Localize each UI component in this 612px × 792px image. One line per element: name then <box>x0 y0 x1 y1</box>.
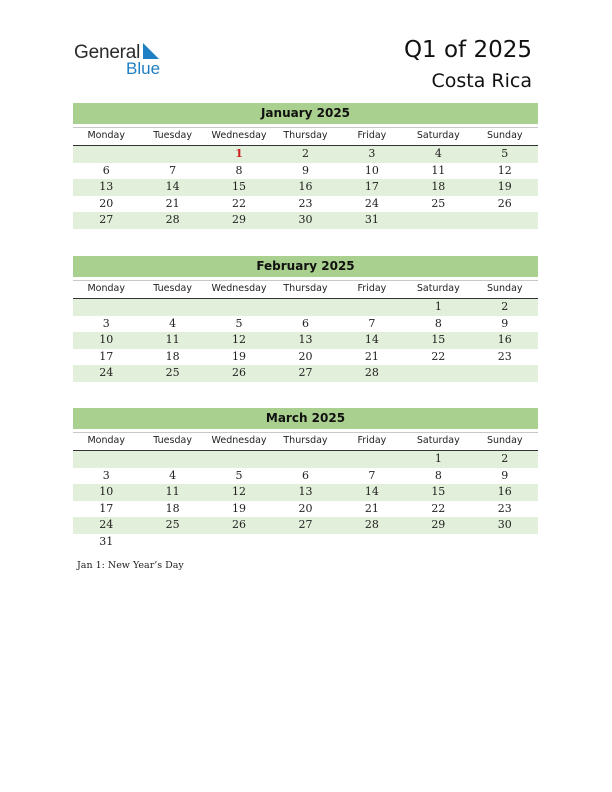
weekday-header-row <box>73 432 538 451</box>
day-cell: 27 <box>298 366 313 379</box>
weekday-label: Wednesday <box>211 435 267 446</box>
day-cell: 27 <box>99 213 114 226</box>
day-cell: 26 <box>497 196 512 210</box>
day-cell: 30 <box>497 518 512 531</box>
day-cell: 22 <box>232 196 247 210</box>
day-cell: 13 <box>298 485 313 498</box>
day-cell: 22 <box>431 349 446 363</box>
day-cell: 6 <box>301 468 309 482</box>
day-cell: 28 <box>165 213 180 226</box>
day-cell: 26 <box>232 366 247 379</box>
month-block <box>73 103 538 229</box>
day-cell: 29 <box>232 213 247 226</box>
weekday-label: Tuesday <box>153 435 192 446</box>
week-row <box>73 501 538 518</box>
empty-day-cell <box>472 212 538 229</box>
day-cell: 12 <box>497 163 512 177</box>
day-cell: 24 <box>364 196 379 210</box>
weekday-header-row <box>73 280 538 299</box>
day-cell: 18 <box>165 501 180 515</box>
empty-day-cell <box>339 299 405 316</box>
day-cell: 11 <box>165 485 180 498</box>
week-row <box>73 163 538 180</box>
week-row <box>73 299 538 316</box>
empty-day-cell <box>339 451 405 468</box>
day-cell: 5 <box>235 468 243 482</box>
day-cell: 20 <box>298 501 313 515</box>
day-cell: 3 <box>102 316 110 330</box>
weekday-label: Sunday <box>486 130 523 141</box>
empty-day-cell <box>139 146 205 163</box>
day-cell: 7 <box>169 163 177 177</box>
day-cell: 9 <box>501 316 509 330</box>
empty-day-cell <box>272 299 338 316</box>
day-cell: 29 <box>431 518 446 531</box>
day-cell: 15 <box>431 333 446 346</box>
empty-day-cell <box>206 299 272 316</box>
week-row <box>73 468 538 485</box>
day-cell: 26 <box>232 518 247 531</box>
day-cell: 18 <box>431 180 446 193</box>
day-cell: 23 <box>497 501 512 515</box>
day-cell: 14 <box>364 485 379 498</box>
day-cell: 1 <box>434 300 442 313</box>
day-cell: 24 <box>99 518 114 531</box>
day-cell: 25 <box>165 518 180 531</box>
day-cell: 9 <box>501 468 509 482</box>
day-cell: 10 <box>99 333 114 346</box>
day-cell: 2 <box>501 452 509 465</box>
logo <box>74 42 174 78</box>
day-cell: 10 <box>364 163 379 177</box>
day-cell: 2 <box>501 300 509 313</box>
day-cell: 23 <box>497 349 512 363</box>
day-cell: 15 <box>232 180 247 193</box>
week-row <box>73 534 538 551</box>
empty-day-cell <box>472 534 538 551</box>
weekday-label: Sunday <box>486 283 523 294</box>
weekday-label: Monday <box>87 130 125 141</box>
empty-day-cell <box>139 451 205 468</box>
weekday-label: Saturday <box>416 130 460 141</box>
day-cell: 12 <box>232 333 247 346</box>
day-cell: 2 <box>301 147 309 160</box>
day-cell: 7 <box>368 316 376 330</box>
logo-text-blue: Blue <box>126 59 161 78</box>
day-cell: 7 <box>368 468 376 482</box>
day-cell: 25 <box>165 366 180 379</box>
day-cell: 18 <box>165 349 180 363</box>
day-cell: 23 <box>298 196 313 210</box>
weekday-label: Saturday <box>416 435 460 446</box>
day-cell: 14 <box>165 180 180 193</box>
week-row <box>73 349 538 366</box>
weekday-label: Wednesday <box>211 283 267 294</box>
day-cell: 4 <box>169 316 177 330</box>
day-cell: 13 <box>99 180 114 193</box>
day-cell: 17 <box>99 501 114 515</box>
day-cell: 24 <box>99 366 114 379</box>
week-row <box>73 196 538 213</box>
day-cell: 5 <box>235 316 243 330</box>
day-cell: 17 <box>364 180 379 193</box>
day-cell: 11 <box>431 163 446 177</box>
day-cell: 28 <box>364 518 379 531</box>
week-row <box>73 365 538 382</box>
empty-day-cell <box>139 534 205 551</box>
weekday-label: Tuesday <box>153 283 192 294</box>
month-block <box>73 408 538 550</box>
day-cell: 1 <box>434 452 442 465</box>
month-title: March 2025 <box>73 408 538 429</box>
day-cell: 1 <box>235 147 243 160</box>
day-cell: 19 <box>232 501 247 515</box>
logo-text-general: General <box>74 42 141 63</box>
day-cell: 20 <box>99 196 114 210</box>
week-row <box>73 484 538 501</box>
day-cell: 27 <box>298 518 313 531</box>
day-cell: 5 <box>501 147 509 160</box>
weekday-header-row <box>73 127 538 146</box>
day-cell: 13 <box>298 333 313 346</box>
weekday-label: Thursday <box>283 283 328 294</box>
weekday-label: Thursday <box>283 130 328 141</box>
weekday-label: Monday <box>87 435 125 446</box>
empty-day-cell <box>472 365 538 382</box>
empty-day-cell <box>339 534 405 551</box>
weekday-label: Friday <box>357 435 387 446</box>
day-cell: 17 <box>99 349 114 363</box>
day-cell: 22 <box>431 501 446 515</box>
week-row <box>73 146 538 163</box>
day-cell: 21 <box>364 349 379 363</box>
empty-day-cell <box>73 299 139 316</box>
day-cell: 21 <box>364 501 379 515</box>
empty-day-cell <box>73 451 139 468</box>
month-block <box>73 256 538 382</box>
weekday-label: Wednesday <box>211 130 267 141</box>
weekday-label: Monday <box>87 283 125 294</box>
day-cell: 20 <box>298 349 313 363</box>
weekday-label: Friday <box>357 130 387 141</box>
week-row <box>73 179 538 196</box>
day-cell: 4 <box>434 147 442 160</box>
day-cell: 15 <box>431 485 446 498</box>
month-title: January 2025 <box>73 103 538 124</box>
empty-day-cell <box>272 534 338 551</box>
day-cell: 30 <box>298 213 313 226</box>
day-cell: 25 <box>431 196 446 210</box>
day-cell: 19 <box>232 349 247 363</box>
weekday-label: Sunday <box>486 435 523 446</box>
day-cell: 10 <box>99 485 114 498</box>
day-cell: 8 <box>434 316 442 330</box>
empty-day-cell <box>73 146 139 163</box>
week-row <box>73 316 538 333</box>
day-cell: 6 <box>301 316 309 330</box>
day-cell: 19 <box>497 180 512 193</box>
day-cell: 11 <box>165 333 180 346</box>
country-name: Costa Rica <box>431 70 532 92</box>
day-cell: 12 <box>232 485 247 498</box>
weekday-label: Tuesday <box>153 130 192 141</box>
day-cell: 14 <box>364 333 379 346</box>
day-cell: 28 <box>364 366 379 379</box>
week-row <box>73 332 538 349</box>
day-cell: 4 <box>169 468 177 482</box>
weekday-label: Thursday <box>283 435 328 446</box>
day-cell: 3 <box>102 468 110 482</box>
day-cell: 9 <box>301 163 309 177</box>
week-row <box>73 451 538 468</box>
empty-day-cell <box>272 451 338 468</box>
empty-day-cell <box>405 212 471 229</box>
empty-day-cell <box>405 534 471 551</box>
empty-day-cell <box>139 299 205 316</box>
empty-day-cell <box>206 451 272 468</box>
day-cell: 16 <box>497 485 512 498</box>
holiday-note: Jan 1: New Year’s Day <box>77 560 184 571</box>
month-title: February 2025 <box>73 256 538 277</box>
empty-day-cell <box>405 365 471 382</box>
day-cell: 8 <box>235 163 243 177</box>
week-row <box>73 517 538 534</box>
day-cell: 6 <box>102 163 110 177</box>
day-cell: 31 <box>364 213 379 226</box>
day-cell: 3 <box>368 147 376 160</box>
day-cell: 8 <box>434 468 442 482</box>
week-row <box>73 212 538 229</box>
weekday-label: Saturday <box>416 283 460 294</box>
day-cell: 16 <box>298 180 313 193</box>
day-cell: 31 <box>99 534 114 548</box>
weekday-label: Friday <box>357 283 387 294</box>
empty-day-cell <box>206 534 272 551</box>
day-cell: 16 <box>497 333 512 346</box>
day-cell: 21 <box>165 196 180 210</box>
page-title: Q1 of 2025 <box>403 37 532 63</box>
